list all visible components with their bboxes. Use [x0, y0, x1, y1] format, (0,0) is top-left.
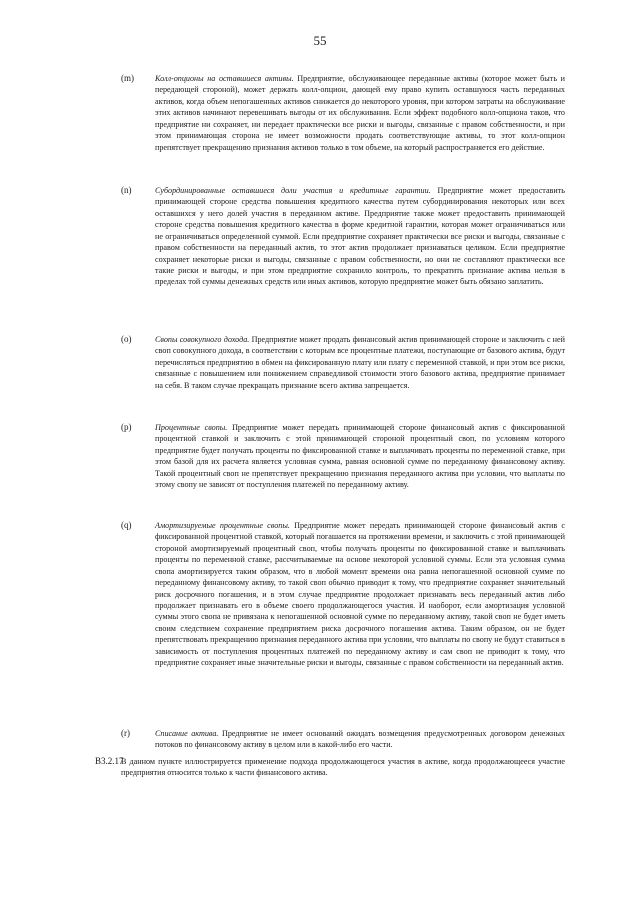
item-n-paragraph — [155, 185, 565, 288]
section-number: B3.2.17 — [95, 756, 124, 766]
item-q-text: Предприятие может передать принимающей стороне финансовый актив с фиксированной процентной ставкой, который погашается на протяжении времени, и заключить с этой принимающей стороной амортизируемый процентный своп, чтобы получать проценты по фиксированной ставке и выплачивать проценты по переменной ставке, рассчитываемые на основе некоторой условной суммы. Если эта условная сумма свопа амортизируется таким образом, что в любой момент времени она равна непогашенной основной сумме по переданному финансовому активу, то такой своп обычно приводит к тому, что предприятие сохраняет значительный риск досрочного погашения, и в этом случае предприятие продолжает признавать весь переданный актив либо продолжает признавать его в объеме своего продолжающегося участия. И наоборот, если амортизация условной суммы этого свопа не привязана к непогашенной основной сумме по переданному активу, такой своп не будет иметь своим следствием сохранение предприятием риска досрочного погашения актива. Таким образом, он не будет препятствовать прекращению признания переданного актива при условии, что выплаты по свопу не будут ставиться в зависимость от поступления процентных платежей по переданному активу и сам своп не приводит к тому, что предприятие сохраняет иные значительные риски и выгоды, связанные с правом собственности на переданный актив. — [155, 521, 566, 668]
item-q-paragraph — [155, 520, 565, 668]
item-m-paragraph — [155, 73, 565, 153]
item-r-title: Списание актива. — [155, 729, 219, 738]
item-p-title: Процентные свопы. — [155, 423, 228, 432]
item-label-r: (r) — [121, 728, 130, 738]
item-o-title: Свопы совокупного дохода. — [155, 335, 250, 344]
item-label-n: (n) — [121, 185, 132, 195]
item-n-text: Предприятие может предоставить принимающей стороне средства повышения кредитного качества путем субординирования некоторых или всех оставшихся у него долей участия в переданном активе. Предприятие также может предоставить принимающей стороне средства повышения кредитного качества в форме кредитной гарантии, которая может ограничиваться или не ограничиваться определенной суммой. Если предприятие сохраняет практически все риски и выгоды, связанные с правом собственности на переданный актив, то этот актив продолжает признаваться целиком. Если предприятие сохраняет некоторые риски и выгоды, связанные с правом собственности, но они не составляют практически все такие риски и выгоды, и при этом предприятие сохранило контроль, то прекратить признание актива нельзя в пределах той суммы денежных средств или иных активов, которую предприятие может быть обязано заплатить. — [155, 186, 566, 287]
item-n-title: Субординированные оставшиеся доли участия и кредитные гарантии. — [155, 186, 431, 195]
item-p-paragraph — [155, 422, 565, 491]
item-m-title: Колл-опционы на оставшиеся активы. — [155, 74, 294, 83]
item-q-title: Амортизируемые процентные свопы. — [155, 521, 290, 530]
item-r-text: Предприятие не имеет оснований ожидать возмещения предусмотренных договором денежных потоков по финансовому активу в целом или в какой-либо его части. — [155, 729, 565, 750]
page-number: 55 — [313, 33, 327, 48]
item-label-o: (o) — [121, 334, 132, 344]
item-o-paragraph — [155, 334, 565, 391]
item-p-text: Предприятие может передать принимающей стороне финансовый актив с фиксированной процентной ставкой и заключить с этой принимающей стороной процентный своп, по условиям которого предприятие будет получать проценты по фиксированной ставке и выплачивать проценты по переменной ставке, при этом базой для их расчета является условная сумма, равная основной сумме по переданному финансовому активу. Такой процентный своп не препятствует прекращению признания переданного актива при условии, что выплаты по этому свопу не зависят от поступления платежей по переданному активу. — [155, 423, 565, 490]
item-r-paragraph — [155, 728, 565, 751]
item-m-text: Предприятие, обслуживающее переданные активы (которое может быть и передающей стороной), может держать колл-опцион, дающей ему право купить оставшуюся часть переданных активов, когда объем непогашенных активов снижается до некоторого уровня, при котором затраты на обслуживание этих активов начинают перевешивать выгоды от их обслуживания. Если эффект подобного колл-опциона таков, что предприятие ни сохраняет, ни передает практически все риски и выгоды, связанные с правом собственности, и при этом принимающая сторона не имеет возможности продать соответствующие активы, то этот колл-опцион препятствует прекращению признания активов только в том объеме, на который распространяется его действие. — [155, 74, 566, 152]
item-o-text: Предприятие может продать финансовый актив принимающей стороне и заключить с ней своп совокупного дохода, в соответствии с которым все процентные платежи, поступающие от базового актива, будут перечисляться предприятию в обмен на фиксированную плату или плату с переменной ставкой, и при этом все риски, связанные с повышением или понижением справедливой стоимости этого базового актива, предприятие принимает на себя. В таком случае прекращать признание всего актива запрещается. — [155, 335, 565, 390]
item-label-p: (p) — [121, 422, 132, 432]
section-paragraph: В данном пункте иллюстрируется применение подхода продолжающегося участия в активе, когда продолжающееся участие предприятия относится только к части финансового актива. — [121, 757, 565, 778]
item-label-q: (q) — [121, 520, 132, 530]
item-label-m: (m) — [121, 73, 134, 83]
